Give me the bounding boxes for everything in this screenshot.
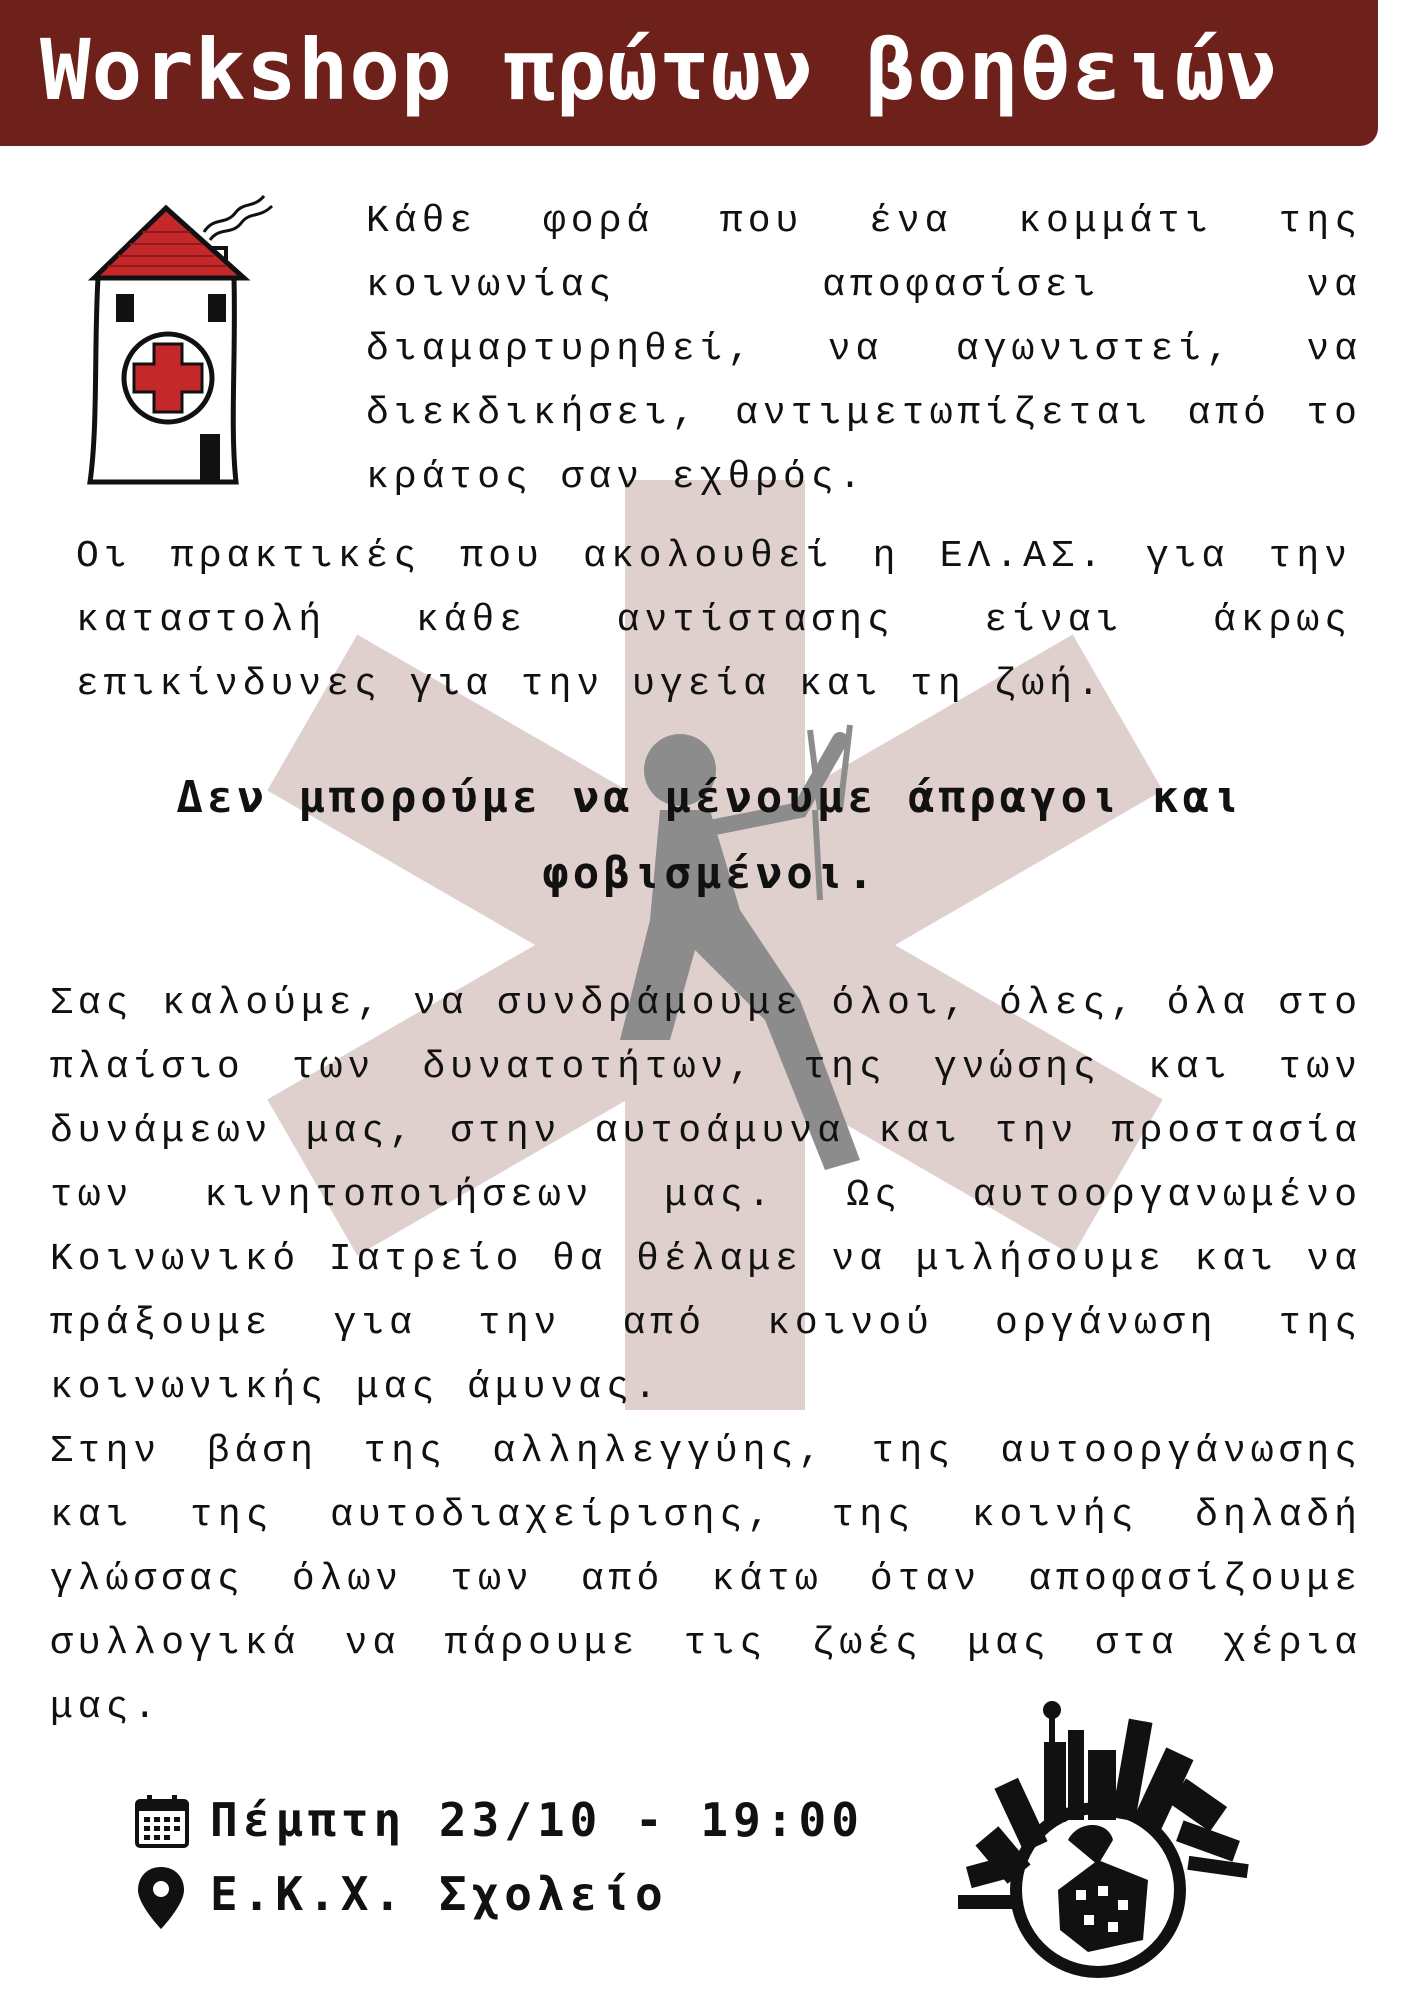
intro-paragraph: Κάθε φορά που ένα κομμάτι της κοινωνίας αποφασίσει να διαμαρτυρηθεί, να αγωνιστεί, να διεκδικήσει, αντιμετωπίζεται από το κράτος σαν εχθρός. bbox=[366, 200, 1362, 499]
event-location: Ε.Κ.Χ. Σχολείο bbox=[210, 1867, 668, 1921]
city-collective-logo bbox=[948, 1690, 1278, 1980]
house-with-red-cross-icon bbox=[84, 186, 304, 486]
calendar-icon bbox=[134, 1793, 190, 1849]
solidarity-paragraph: Στην βάση της αλληλεγγύης, της αυτοοργάνωσης και της αυτοδιαχείρισης, της κοινής δηλαδή γλώσσας όλων των από κάτω όταν αποφασίζουμε συλλογικά να πάρουμε τις ζωές μας στα χέρια μας. bbox=[50, 1430, 1362, 1729]
header-bar bbox=[0, 0, 1378, 146]
highlight-paragraph: Δεν μπορούμε να μένουμε άπραγοι και φοβισμένοι. bbox=[176, 772, 1244, 899]
page-title: Workshop πρώτων βοηθειών bbox=[40, 21, 1278, 119]
police-paragraph: Οι πρακτικές που ακολουθεί η ΕΛ.ΑΣ. για την καταστολή κάθε αντίστασης είναι άκρως επικίνδυνες για την υγεία και τη ζωή. bbox=[76, 535, 1352, 706]
map-pin-icon bbox=[136, 1865, 186, 1931]
event-date-time: Πέμπτη 23/10 - 19:00 bbox=[210, 1793, 864, 1847]
call-paragraph: Σας καλούμε, να συνδράμουμε όλοι, όλες, όλα στο πλαίσιο των δυνατοτήτων, της γνώσης και των δυνάμεων μας, στην αυτοάμυνα και την προστασία των κινητοποιήσεων μας. Ως αυτοοργανωμένο Κοινωνικό Ιατρείο θα θέλαμε να μιλήσουμε και να πράξουμε για την από κοινού οργάνωση της κοινωνικής μας άμυνας. bbox=[50, 982, 1362, 1409]
